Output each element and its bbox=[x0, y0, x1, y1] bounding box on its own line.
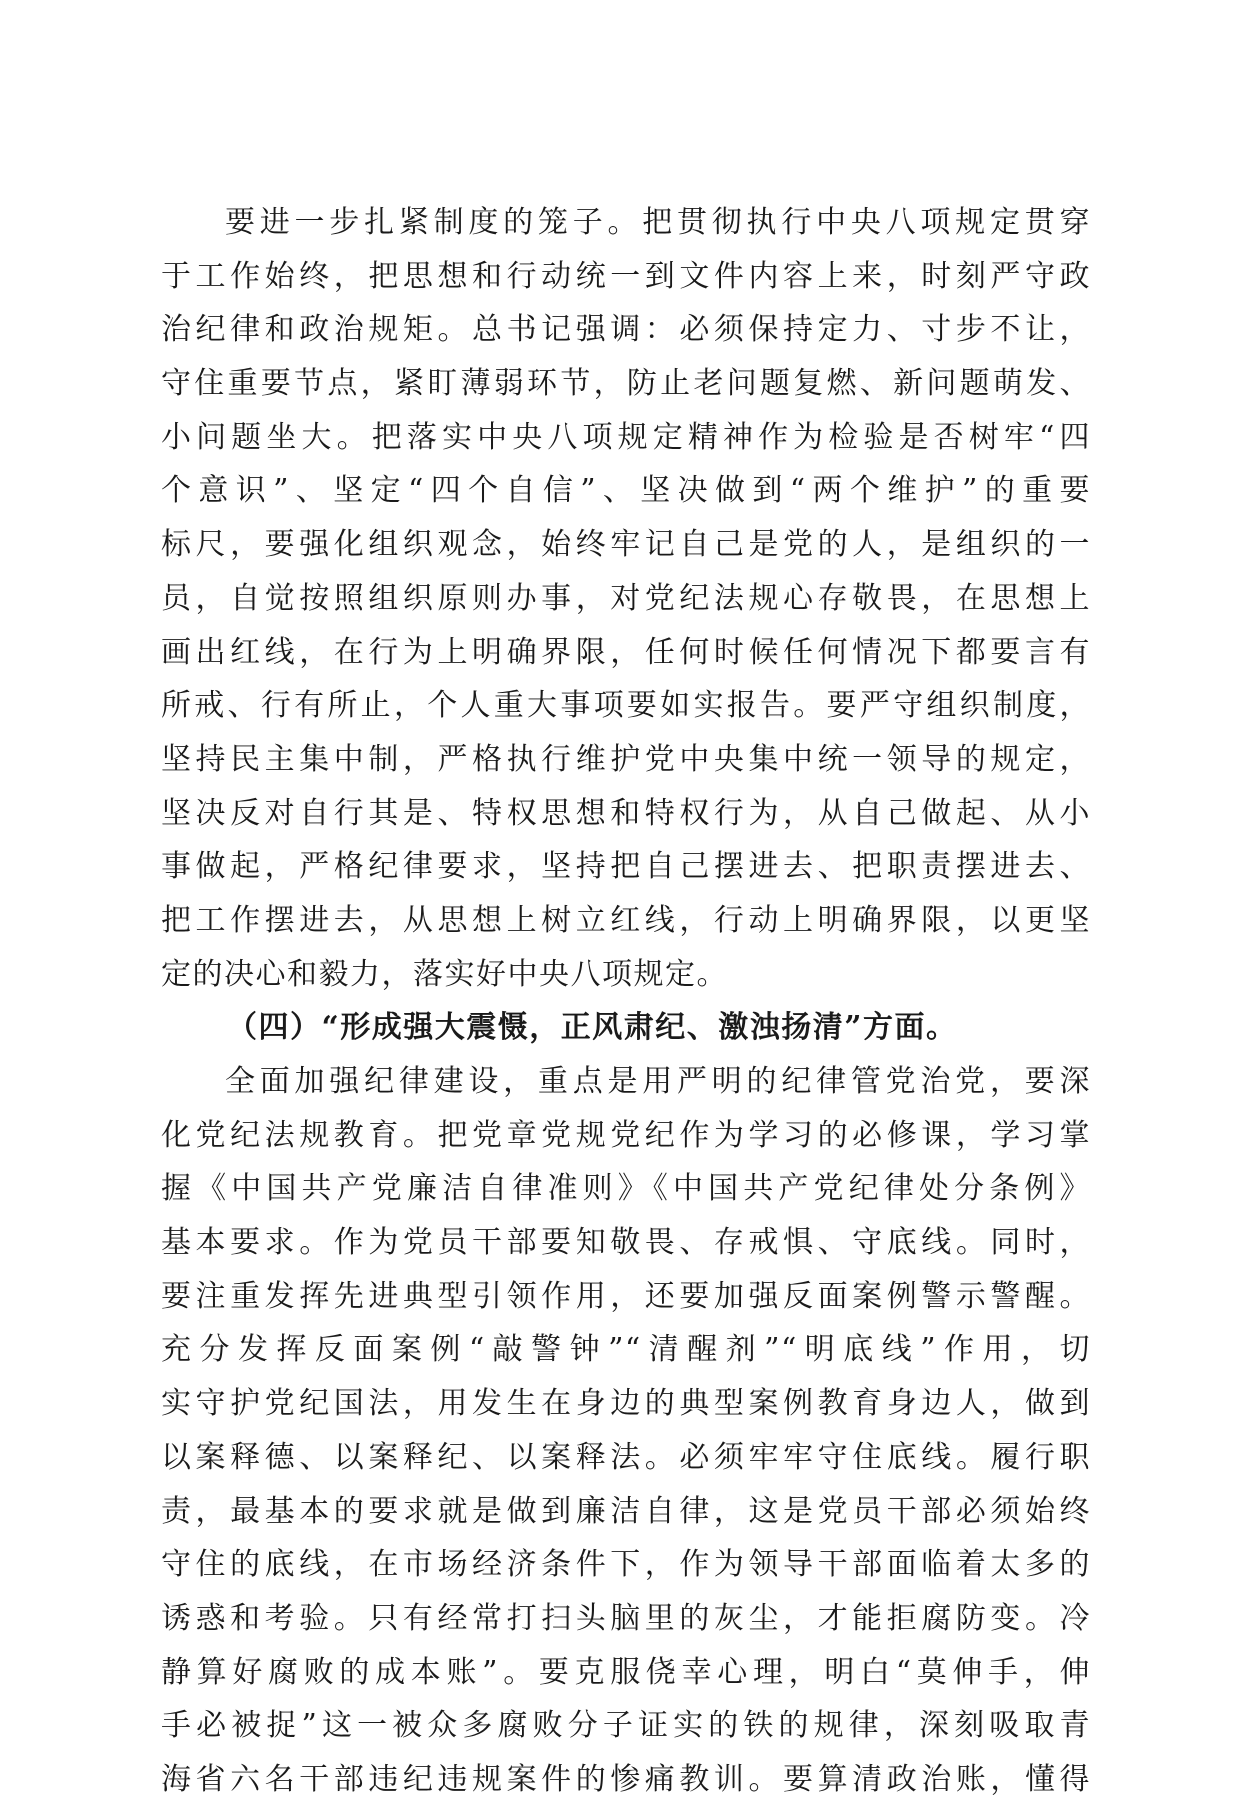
paragraph-line: 员，自觉按照组织原则办事，对党纪法规心存敬畏，在思想上 bbox=[161, 580, 1091, 616]
paragraph-line: 实守护党纪国法，用发生在身边的典型案例教育身边人，做到 bbox=[161, 1386, 1091, 1422]
paragraph-line: 事做起，严格纪律要求，坚持把自己摆进去、把职责摆进去、 bbox=[161, 849, 1091, 885]
paragraph-line: 坚决反对自行其是、特权思想和特权行为，从自己做起、从小 bbox=[161, 795, 1091, 831]
paragraph-line: 要进一步扎紧制度的笼子。把贯彻执行中央八项规定贯穿 bbox=[225, 205, 1091, 240]
paragraph-line: 个意识”、坚定“四个自信”、坚决做到“两个维护”的重要 bbox=[161, 473, 1091, 509]
paragraph-line: 诱惑和考验。只有经常打扫头脑里的灰尘，才能拒腐防变。冷 bbox=[161, 1600, 1091, 1636]
paragraph-line: 化党纪法规教育。把党章党规党纪作为学习的必修课，学习掌 bbox=[161, 1117, 1091, 1153]
paragraph-line: 以案释德、以案释纪、以案释法。必须牢牢守住底线。履行职 bbox=[161, 1439, 1091, 1475]
paragraph-line: 把工作摆进去，从思想上树立红线，行动上明确界限，以更坚 bbox=[161, 902, 1091, 938]
paragraph-line: 画出红线，在行为上明确界限，任何时候任何情况下都要言有 bbox=[161, 634, 1091, 670]
paragraph-line: 守住的底线，在市场经济条件下，作为领导干部面临着太多的 bbox=[161, 1547, 1091, 1583]
paragraph-line: 于工作始终，把思想和行动统一到文件内容上来，时刻严守政 bbox=[161, 258, 1091, 294]
paragraph-line: 要注重发挥先进典型引领作用，还要加强反面案例警示警醒。 bbox=[161, 1278, 1091, 1314]
paragraph-line: 坚持民主集中制，严格执行维护党中央集中统一领导的规定， bbox=[161, 741, 1091, 777]
paragraph-line: 小问题坐大。把落实中央八项规定精神作为检验是否树牢“四 bbox=[161, 419, 1091, 455]
paragraph-line: 定的决心和毅力，落实好中央八项规定。 bbox=[161, 956, 728, 992]
paragraph-line: 守住重要节点，紧盯薄弱环节，防止老问题复燃、新问题萌发、 bbox=[161, 366, 1091, 402]
paragraph-line: 基本要求。作为党员干部要知敬畏、存戒惧、守底线。同时， bbox=[161, 1225, 1091, 1261]
paragraph-line: 充分发挥反面案例“敲警钟”“清醒剂”“明底线”作用，切 bbox=[161, 1332, 1091, 1368]
paragraph-line: 握《中国共产党廉洁自律准则》《中国共产党纪律处分条例》 bbox=[161, 1171, 1091, 1207]
paragraph-line: 治纪律和政治规矩。总书记强调：必须保持定力、寸步不让， bbox=[161, 312, 1091, 348]
paragraph-line: 责，最基本的要求就是做到廉洁自律，这是党员干部必须始终 bbox=[161, 1493, 1091, 1529]
paragraph-line: 静算好腐败的成本账”。要克服侥幸心理，明白“莫伸手，伸 bbox=[161, 1654, 1091, 1690]
paragraph-line: 全面加强纪律建设，重点是用严明的纪律管党治党，要深 bbox=[225, 1064, 1091, 1099]
paragraph-line: 所戒、行有所止，个人重大事项要如实报告。要严守组织制度， bbox=[161, 688, 1091, 724]
document-body bbox=[161, 196, 1091, 1807]
paragraph-line: 标尺，要强化组织观念，始终牢记自己是党的人，是组织的一 bbox=[161, 527, 1091, 563]
paragraph-line: 海省六名干部违纪违规案件的惨痛教训。要算清政治账，懂得 bbox=[161, 1761, 1091, 1797]
section-heading: （四）“形成强大震慑，正风肃纪、激浊扬清”方面。 bbox=[227, 1010, 958, 1046]
paragraph-line: 手必被捉”这一被众多腐败分子证实的铁的规律，深刻吸取青 bbox=[161, 1708, 1091, 1744]
